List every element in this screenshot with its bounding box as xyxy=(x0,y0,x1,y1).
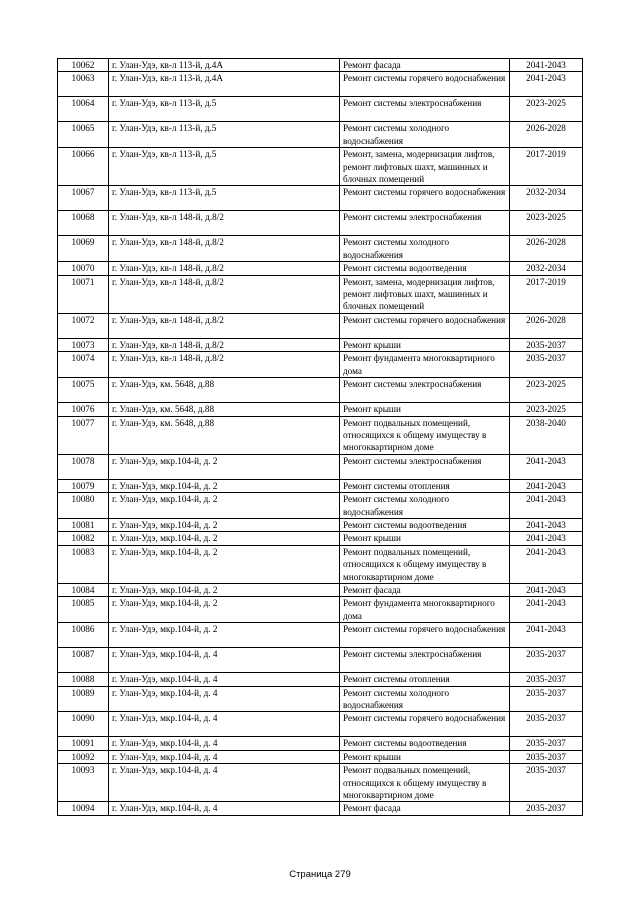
table-row xyxy=(58,479,583,492)
cell-work-type: Ремонт системы электроснабжения xyxy=(340,648,510,673)
cell-work-type: Ремонт системы горячего водоснабжения xyxy=(340,623,510,648)
cell-work-type: Ремонт подвальных помещений, относящихся к общему имуществу в многоквартирном доме xyxy=(340,416,510,454)
cell-period: 2041-2043 xyxy=(510,72,583,97)
cell-number: 10079 xyxy=(58,479,109,492)
table-row xyxy=(58,686,583,712)
table-row xyxy=(58,275,583,313)
cell-address: г. Улан-Удэ, кв-л 113-й, д.5 xyxy=(109,186,340,211)
cell-number: 10072 xyxy=(58,313,109,338)
cell-work-type: Ремонт системы холодного водоснабжения xyxy=(340,686,510,712)
cell-address: г. Улан-Удэ, мкр.104-й, д. 2 xyxy=(109,623,340,648)
cell-address: г. Улан-Удэ, мкр.104-й, д. 4 xyxy=(109,686,340,712)
cell-address: г. Улан-Удэ, мкр.104-й, д. 4 xyxy=(109,764,340,802)
cell-number: 10071 xyxy=(58,275,109,313)
table-row xyxy=(58,518,583,531)
cell-address: г. Улан-Удэ, кв-л 148-й, д.8/2 xyxy=(109,275,340,313)
cell-address: г. Улан-Удэ, кв-л 113-й, д.4А xyxy=(109,59,340,72)
cell-address: г. Улан-Удэ, мкр.104-й, д. 4 xyxy=(109,673,340,686)
cell-number: 10087 xyxy=(58,648,109,673)
cell-address: г. Улан-Удэ, мкр.104-й, д. 2 xyxy=(109,545,340,583)
table-row xyxy=(58,673,583,686)
cell-period: 2035-2037 xyxy=(510,750,583,763)
table-row xyxy=(58,186,583,211)
table-body xyxy=(58,59,583,816)
table-row xyxy=(58,532,583,545)
cell-number: 10066 xyxy=(58,148,109,186)
cell-address: г. Улан-Удэ, км. 5648, д.88 xyxy=(109,378,340,403)
cell-work-type: Ремонт системы горячего водоснабжения xyxy=(340,72,510,97)
cell-work-type: Ремонт системы горячего водоснабжения xyxy=(340,186,510,211)
cell-number: 10068 xyxy=(58,211,109,236)
cell-number: 10082 xyxy=(58,532,109,545)
cell-address: г. Улан-Удэ, мкр.104-й, д. 2 xyxy=(109,532,340,545)
table-row xyxy=(58,623,583,648)
cell-period: 2035-2037 xyxy=(510,673,583,686)
cell-address: г. Улан-Удэ, км. 5648, д.88 xyxy=(109,403,340,416)
cell-period: 2041-2043 xyxy=(510,493,583,519)
cell-address: г. Улан-Удэ, мкр.104-й, д. 2 xyxy=(109,597,340,623)
cell-number: 10067 xyxy=(58,186,109,211)
cell-number: 10070 xyxy=(58,262,109,275)
cell-address: г. Улан-Удэ, км. 5648, д.88 xyxy=(109,416,340,454)
cell-address: г. Улан-Удэ, мкр.104-й, д. 4 xyxy=(109,737,340,750)
cell-address: г. Улан-Удэ, кв-л 113-й, д.5 xyxy=(109,122,340,148)
cell-address: г. Улан-Удэ, мкр.104-й, д. 2 xyxy=(109,479,340,492)
cell-work-type: Ремонт системы электроснабжения xyxy=(340,454,510,479)
cell-work-type: Ремонт системы водоотведения xyxy=(340,262,510,275)
table-row xyxy=(58,597,583,623)
table-row xyxy=(58,750,583,763)
cell-period: 2035-2037 xyxy=(510,648,583,673)
cell-number: 10074 xyxy=(58,352,109,378)
table-row xyxy=(58,403,583,416)
cell-work-type: Ремонт фундамента многоквартирного дома xyxy=(340,352,510,378)
cell-number: 10080 xyxy=(58,493,109,519)
cell-period: 2041-2043 xyxy=(510,518,583,531)
cell-work-type: Ремонт системы холодного водоснабжения xyxy=(340,122,510,148)
table-row xyxy=(58,72,583,97)
table-row xyxy=(58,122,583,148)
cell-work-type: Ремонт системы горячего водоснабжения xyxy=(340,313,510,338)
cell-number: 10065 xyxy=(58,122,109,148)
cell-number: 10078 xyxy=(58,454,109,479)
table-row xyxy=(58,493,583,519)
cell-period: 2041-2043 xyxy=(510,545,583,583)
table-row xyxy=(58,583,583,596)
cell-work-type: Ремонт системы отопления xyxy=(340,673,510,686)
cell-number: 10088 xyxy=(58,673,109,686)
cell-period: 2017-2019 xyxy=(510,148,583,186)
cell-period: 2035-2037 xyxy=(510,802,583,815)
table-row xyxy=(58,712,583,737)
cell-period: 2035-2037 xyxy=(510,737,583,750)
cell-address: г. Улан-Удэ, кв-л 148-й, д.8/2 xyxy=(109,313,340,338)
cell-period: 2023-2025 xyxy=(510,403,583,416)
repair-schedule-table xyxy=(57,58,583,816)
cell-work-type: Ремонт системы электроснабжения xyxy=(340,211,510,236)
cell-period: 2035-2037 xyxy=(510,338,583,351)
cell-period: 2032-2034 xyxy=(510,186,583,211)
cell-period: 2023-2025 xyxy=(510,378,583,403)
cell-period: 2041-2043 xyxy=(510,583,583,596)
table-row xyxy=(58,764,583,802)
cell-work-type: Ремонт системы холодного водоснабжения xyxy=(340,493,510,519)
table-row xyxy=(58,454,583,479)
cell-address: г. Улан-Удэ, мкр.104-й, д. 2 xyxy=(109,518,340,531)
cell-number: 10063 xyxy=(58,72,109,97)
cell-number: 10073 xyxy=(58,338,109,351)
table-row xyxy=(58,262,583,275)
table-row xyxy=(58,211,583,236)
cell-number: 10085 xyxy=(58,597,109,623)
cell-address: г. Улан-Удэ, мкр.104-й, д. 2 xyxy=(109,454,340,479)
cell-period: 2041-2043 xyxy=(510,454,583,479)
cell-period: 2026-2028 xyxy=(510,236,583,262)
cell-number: 10090 xyxy=(58,712,109,737)
cell-work-type: Ремонт подвальных помещений, относящихся к общему имуществу в многоквартирном доме xyxy=(340,545,510,583)
page-number: Страница 279 xyxy=(289,869,351,880)
cell-period: 2023-2025 xyxy=(510,211,583,236)
cell-number: 10081 xyxy=(58,518,109,531)
cell-work-type: Ремонт системы электроснабжения xyxy=(340,97,510,122)
cell-period: 2023-2025 xyxy=(510,97,583,122)
table-row xyxy=(58,802,583,815)
table-row xyxy=(58,648,583,673)
cell-number: 10093 xyxy=(58,764,109,802)
cell-period: 2017-2019 xyxy=(510,275,583,313)
table-row xyxy=(58,313,583,338)
table-row xyxy=(58,416,583,454)
cell-number: 10091 xyxy=(58,737,109,750)
cell-address: г. Улан-Удэ, мкр.104-й, д. 4 xyxy=(109,648,340,673)
cell-work-type: Ремонт крыши xyxy=(340,338,510,351)
cell-period: 2026-2028 xyxy=(510,313,583,338)
cell-number: 10069 xyxy=(58,236,109,262)
cell-address: г. Улан-Удэ, кв-л 148-й, д.8/2 xyxy=(109,352,340,378)
cell-number: 10084 xyxy=(58,583,109,596)
cell-number: 10092 xyxy=(58,750,109,763)
table-row xyxy=(58,97,583,122)
cell-period: 2041-2043 xyxy=(510,479,583,492)
table-row xyxy=(58,236,583,262)
table-row xyxy=(58,545,583,583)
table-row xyxy=(58,338,583,351)
cell-work-type: Ремонт системы отопления xyxy=(340,479,510,492)
cell-period: 2035-2037 xyxy=(510,712,583,737)
cell-number: 10083 xyxy=(58,545,109,583)
cell-work-type: Ремонт системы водоотведения xyxy=(340,518,510,531)
cell-address: г. Улан-Удэ, мкр.104-й, д. 4 xyxy=(109,712,340,737)
cell-number: 10075 xyxy=(58,378,109,403)
cell-address: г. Улан-Удэ, мкр.104-й, д. 2 xyxy=(109,583,340,596)
table-row xyxy=(58,59,583,72)
cell-address: г. Улан-Удэ, кв-л 113-й, д.5 xyxy=(109,148,340,186)
cell-number: 10086 xyxy=(58,623,109,648)
cell-period: 2035-2037 xyxy=(510,352,583,378)
cell-address: г. Улан-Удэ, мкр.104-й, д. 4 xyxy=(109,750,340,763)
cell-work-type: Ремонт крыши xyxy=(340,750,510,763)
cell-work-type: Ремонт фасада xyxy=(340,802,510,815)
cell-address: г. Улан-Удэ, кв-л 113-й, д.4А xyxy=(109,72,340,97)
cell-address: г. Улан-Удэ, кв-л 148-й, д.8/2 xyxy=(109,338,340,351)
cell-period: 2041-2043 xyxy=(510,532,583,545)
cell-work-type: Ремонт подвальных помещений, относящихся к общему имуществу в многоквартирном доме xyxy=(340,764,510,802)
cell-work-type: Ремонт фасада xyxy=(340,583,510,596)
cell-period: 2032-2034 xyxy=(510,262,583,275)
cell-work-type: Ремонт фундамента многоквартирного дома xyxy=(340,597,510,623)
cell-address: г. Улан-Удэ, кв-л 148-й, д.8/2 xyxy=(109,211,340,236)
cell-address: г. Улан-Удэ, мкр.104-й, д. 4 xyxy=(109,802,340,815)
cell-work-type: Ремонт фасада xyxy=(340,59,510,72)
cell-number: 10094 xyxy=(58,802,109,815)
cell-period: 2038-2040 xyxy=(510,416,583,454)
cell-period: 2041-2043 xyxy=(510,623,583,648)
cell-work-type: Ремонт системы горячего водоснабжения xyxy=(340,712,510,737)
cell-work-type: Ремонт системы электроснабжения xyxy=(340,378,510,403)
cell-number: 10089 xyxy=(58,686,109,712)
cell-number: 10077 xyxy=(58,416,109,454)
cell-address: г. Улан-Удэ, кв-л 113-й, д.5 xyxy=(109,97,340,122)
cell-work-type: Ремонт системы водоотведения xyxy=(340,737,510,750)
cell-address: г. Улан-Удэ, кв-л 148-й, д.8/2 xyxy=(109,236,340,262)
cell-work-type: Ремонт крыши xyxy=(340,403,510,416)
cell-period: 2026-2028 xyxy=(510,122,583,148)
cell-number: 10064 xyxy=(58,97,109,122)
cell-period: 2041-2043 xyxy=(510,597,583,623)
cell-work-type: Ремонт, замена, модернизация лифтов, ремонт лифтовых шахт, машинных и блочных помещений xyxy=(340,275,510,313)
table-row xyxy=(58,737,583,750)
table-row xyxy=(58,378,583,403)
cell-number: 10062 xyxy=(58,59,109,72)
cell-period: 2041-2043 xyxy=(510,59,583,72)
cell-address: г. Улан-Удэ, кв-л 148-й, д.8/2 xyxy=(109,262,340,275)
table-row xyxy=(58,148,583,186)
cell-work-type: Ремонт крыши xyxy=(340,532,510,545)
cell-address: г. Улан-Удэ, мкр.104-й, д. 2 xyxy=(109,493,340,519)
table-row xyxy=(58,352,583,378)
cell-work-type: Ремонт, замена, модернизация лифтов, ремонт лифтовых шахт, машинных и блочных помещений xyxy=(340,148,510,186)
cell-period: 2035-2037 xyxy=(510,686,583,712)
cell-number: 10076 xyxy=(58,403,109,416)
cell-work-type: Ремонт системы холодного водоснабжения xyxy=(340,236,510,262)
cell-period: 2035-2037 xyxy=(510,764,583,802)
